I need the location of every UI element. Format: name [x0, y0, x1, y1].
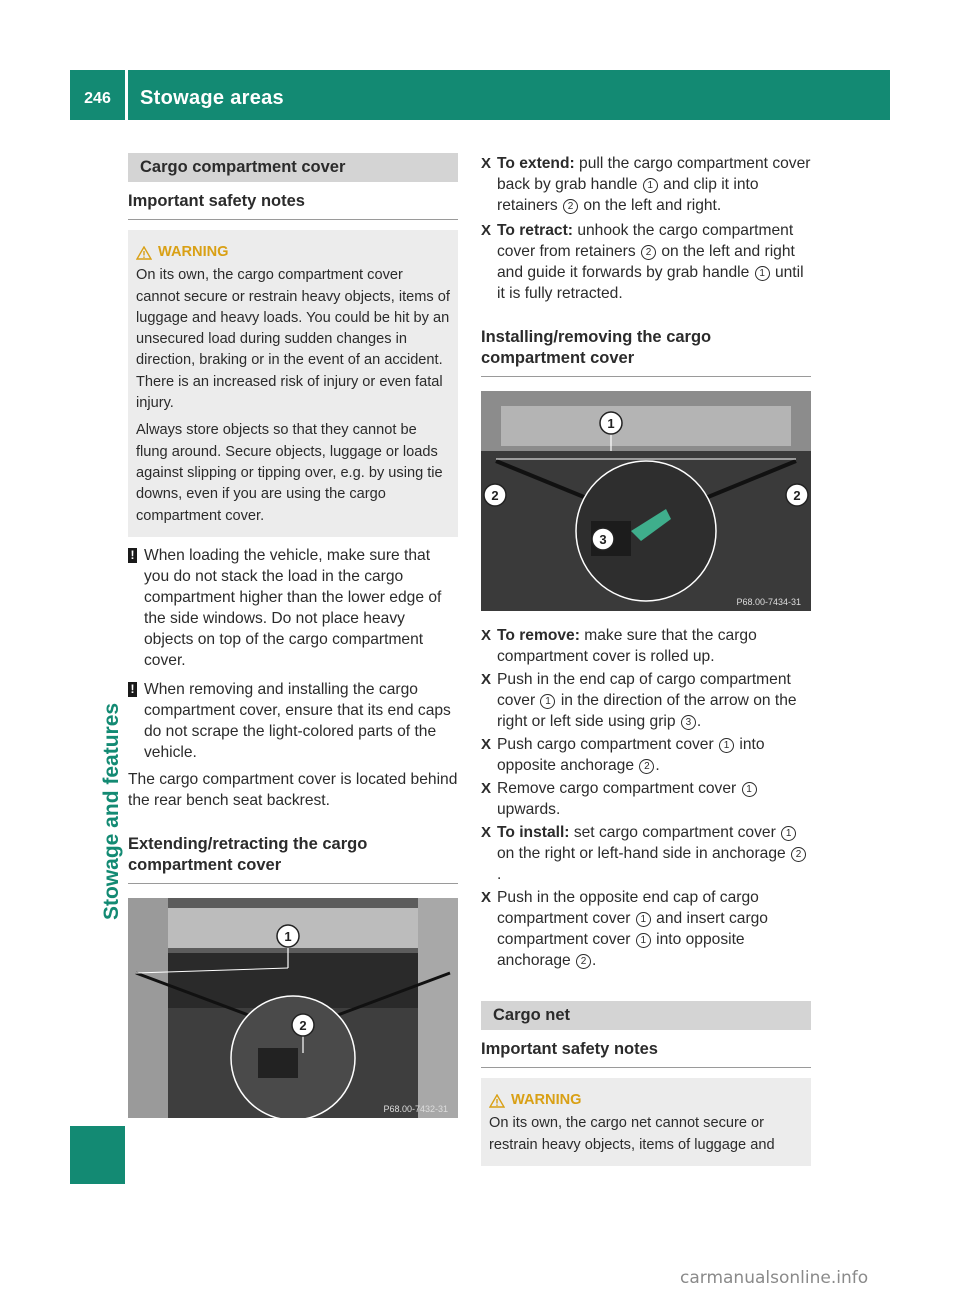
- retract-text-c: until it is fully retracted.: [497, 264, 804, 302]
- callout-ref-2: 2: [791, 847, 806, 862]
- callout-ref-2: 2: [639, 759, 654, 774]
- remove-label: To remove:: [497, 627, 580, 644]
- section-band-cargo-cover: Cargo compartment cover: [128, 153, 458, 182]
- step-extend: [481, 153, 811, 216]
- install-text-b: on the right or left-hand side in anchorage: [497, 845, 786, 862]
- step2-text-b: in the direction of the arrow on the right or left side using grip: [497, 692, 797, 730]
- callout-ref-1: 1: [755, 266, 770, 281]
- arrow-marker-icon: X: [481, 780, 492, 797]
- warning-paragraph-1: On its own, the cargo compartment cover cannot secure or restrain heavy objects, items of luggage and heavy loads. You could be hit by an unsecured load during sudden changes in direction, braking or in the event of an accident. There is an increased risk of injury or even fatal injury.: [136, 267, 450, 412]
- step6-text-b: and insert cargo compartment cover: [497, 910, 768, 948]
- step2-text-a: Push in the end cap of cargo compartment cover: [497, 671, 791, 709]
- callout-ref-1: 1: [742, 782, 757, 797]
- step-remove: [481, 625, 811, 667]
- step-install: X To install: set cargo compartment cover 1 on the right or left-hand side in anchorage 2.: [481, 822, 811, 885]
- watermark: carmanualsonline.info: [680, 1268, 869, 1288]
- step3-text-a: Push cargo compartment cover: [497, 736, 714, 753]
- photo-cargo-cover-extended: [128, 898, 458, 1118]
- extend-text-b: and clip it into retainers: [497, 176, 759, 214]
- subhead-net-safety: Important safety notes: [481, 1030, 811, 1068]
- callout-ref-1: 1: [540, 694, 555, 709]
- note-2: [128, 679, 458, 763]
- cargo-area-illustration: [128, 898, 458, 1118]
- extend-text-a: pull the cargo compartment cover back by grab handle: [497, 155, 811, 193]
- callout-3: 3: [599, 532, 607, 547]
- arrow-marker-icon: X: [481, 671, 492, 688]
- warning-net-text: On its own, the cargo net cannot secure or restrain heavy objects, items of luggage and: [489, 1115, 775, 1153]
- subhead-installing: Installing/removing the cargo compartment cover: [481, 318, 811, 377]
- note-1-text: When loading the vehicle, make sure that you do not stack the load in the cargo compartment higher than the lower edge of the side windows. Do not place heavy objects on top of the cargo compartment cover.: [144, 546, 442, 669]
- right-column: [481, 153, 811, 1166]
- photo-code-left: P68.00-7432-31: [383, 1103, 448, 1114]
- callout-ref-2: 2: [576, 954, 591, 969]
- side-label-text: Stowage and features: [100, 702, 123, 920]
- callout-ref-1: 1: [636, 933, 651, 948]
- page-title: Stowage areas: [140, 87, 284, 109]
- subhead-safety-notes: Important safety notes: [128, 182, 458, 220]
- warning-box-net: [481, 1078, 811, 1166]
- warning-paragraph-2: Always store objects so that they cannot be flung around. Secure objects, luggage or loads against slipping or tipping over, e.g. by using tie downs, even if you are using the cargo compartment cover.: [136, 422, 443, 524]
- step-push-cover: X Push cargo compartment cover 1 into opposite anchorage 2 .: [481, 736, 765, 774]
- arrow-marker-icon: X: [481, 889, 492, 906]
- callout-ref-2: 2: [641, 245, 656, 260]
- callout-ref-3: 3: [681, 715, 696, 730]
- step-remove-cover: [481, 778, 811, 820]
- warning-title: [136, 242, 450, 263]
- step-retract: [481, 220, 811, 304]
- warning-triangle-icon: [136, 246, 152, 260]
- step6-text-a: Push in the opposite end cap of cargo compartment cover: [497, 889, 759, 927]
- retract-text-a: unhook the cargo compartment cover from retainers: [497, 222, 794, 260]
- note-2-text: When removing and installing the cargo compartment cover, ensure that its end caps do not scrape the light-colored parts of the vehicle.: [144, 680, 451, 761]
- callout-ref-1: 1: [636, 912, 651, 927]
- step4-text-b: upwards.: [497, 801, 561, 818]
- step6-text-c: into opposite anchorage: [497, 931, 745, 969]
- arrow-marker-icon: X: [481, 736, 492, 753]
- subhead-extending: Extending/retracting the cargo compartment cover: [128, 825, 458, 884]
- callout-2-right: 2: [793, 488, 801, 503]
- install-text-a: set cargo compartment cover: [573, 824, 776, 841]
- remove-text: make sure that the cargo compartment cover is rolled up.: [497, 627, 757, 665]
- exclamation-icon: !: [128, 682, 137, 697]
- side-label: [78, 590, 123, 920]
- side-block: [70, 1126, 125, 1184]
- photo-cargo-cover-installing: [481, 391, 811, 611]
- exclamation-icon: !: [128, 548, 137, 563]
- callout-ref-1: 1: [719, 738, 734, 753]
- section-band-cargo-net: Cargo net: [481, 1001, 811, 1030]
- warning-title-text: WARNING: [158, 244, 229, 260]
- photo-code-right: P68.00-7434-31: [736, 597, 801, 607]
- arrow-marker-icon: X: [481, 627, 492, 644]
- warning-net-title-text: WARNING: [511, 1092, 582, 1108]
- extend-text-c: on the left and right.: [583, 197, 722, 214]
- extend-label: To extend:: [497, 155, 575, 172]
- callout-ref-1: 1: [781, 826, 796, 841]
- step3-text-b: into opposite anchorage: [497, 736, 765, 774]
- install-label: To install:: [497, 824, 570, 841]
- arrow-marker-icon: X: [481, 824, 492, 841]
- callout-ref-2: 2: [563, 199, 578, 214]
- warning-title-net: [489, 1090, 803, 1111]
- warning-triangle-icon: [489, 1094, 505, 1108]
- warning-box: [128, 230, 458, 537]
- callout-2: 2: [299, 1017, 307, 1033]
- note-1: [128, 545, 458, 671]
- page-number: 246: [84, 90, 111, 107]
- retract-text-b: on the left and right and guide it forwards by grab handle: [497, 243, 795, 281]
- retract-label: To retract:: [497, 222, 573, 239]
- callout-1: 1: [284, 928, 292, 944]
- callout-ref-1: 1: [643, 178, 658, 193]
- installing-steps: [481, 625, 811, 971]
- cargo-area-illustration: [481, 391, 811, 611]
- step-push-end-cap: X Push in the end cap of cargo compartment cover 1 in the direction of the arrow on the right or left side using grip 3 .: [481, 671, 797, 730]
- arrow-marker-icon: X: [481, 155, 492, 172]
- arrow-marker-icon: X: [481, 222, 492, 239]
- callout-1: 1: [607, 416, 615, 431]
- left-column: [128, 153, 458, 1118]
- step4-text-a: Remove cargo compartment cover: [497, 780, 737, 797]
- step-push-opposite: X Push in the opposite end cap of cargo compartment cover 1 and insert cargo compartment cover 1 into opposite anchorage 2 .: [481, 889, 768, 969]
- callout-2-left: 2: [491, 488, 499, 503]
- location-paragraph: The cargo compartment cover is located behind the rear bench seat backrest.: [128, 770, 458, 809]
